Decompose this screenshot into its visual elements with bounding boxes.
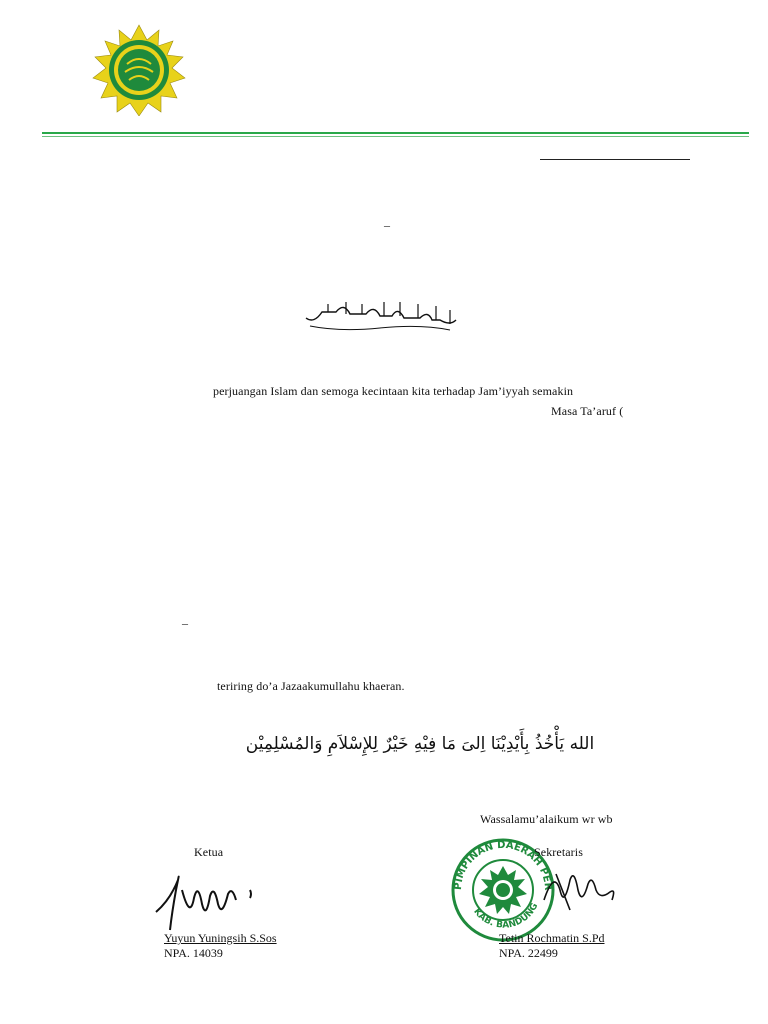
secretary-role-label: Sekretaris xyxy=(534,845,583,859)
header-divider-thin xyxy=(42,136,749,137)
secretary-npa: NPA. 22499 xyxy=(499,946,558,960)
secretary-name: Tetin Rochmatin S.Pd xyxy=(499,931,605,945)
body-paragraph-1: perjuangan Islam dan semoga kecintaan kita terhadap Jam’iyyah semakin xyxy=(213,384,574,398)
chair-name: Yuyun Yuningsih S.Sos xyxy=(164,931,277,945)
chair-signature xyxy=(150,860,270,940)
dash-separator: – xyxy=(384,218,390,232)
dash-separator-2: – xyxy=(182,616,188,630)
header-divider xyxy=(42,132,749,134)
closing-greeting: Wassalamu’alaikum wr wb xyxy=(480,812,613,826)
chair-npa: NPA. 14039 xyxy=(164,946,223,960)
basmalah-calligraphy xyxy=(300,296,460,336)
body-paragraph-2: Masa Ta’aruf ( xyxy=(551,404,624,418)
arabic-prayer: الله يَأْخُذُ بِأَيْدِيْنَا اِلىَ مَا فِيْهِ خَيْرٌ لِلإِسْلاَمِ وَالمُسْلِمِيْن xyxy=(245,734,595,754)
stamp-text-bottom: KAB. BANDUNG xyxy=(471,901,541,931)
body-paragraph-3: teriring do’a Jazaakumullahu khaeran. xyxy=(217,679,405,693)
organization-logo xyxy=(80,24,198,116)
chair-role-label: Ketua xyxy=(194,845,224,859)
date-underline xyxy=(540,159,690,160)
secretary-signature xyxy=(540,860,620,920)
stamp-text-top: PIMPINAN DAERAH PER xyxy=(452,839,554,891)
